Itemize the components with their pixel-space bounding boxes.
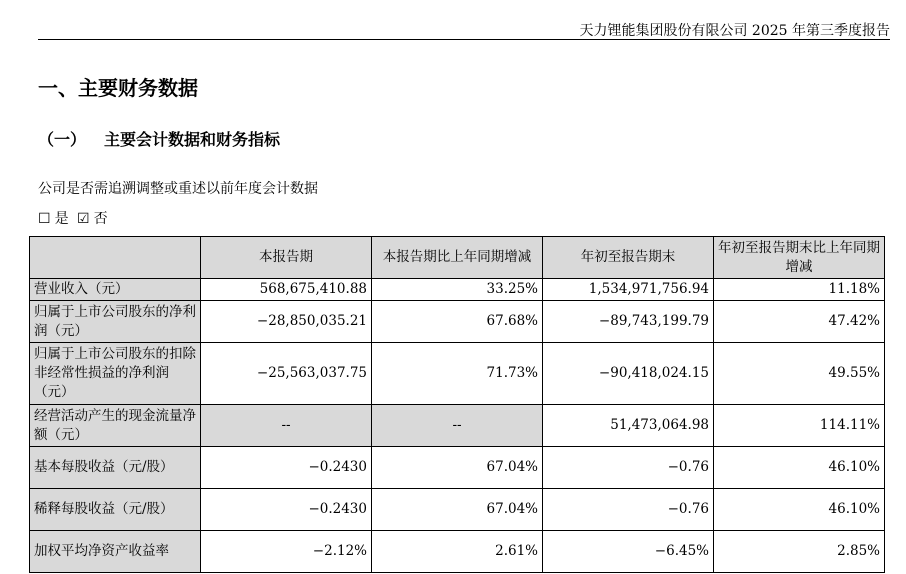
report-title: 天力锂能集团股份有限公司 2025 年第三季度报告 [579,23,890,39]
row-label: 归属于上市公司股东的扣除非经常性损益的净利润（元） [30,343,201,405]
table-cell: −0.2430 [201,447,372,489]
subsection-number: （一） [38,130,87,149]
table-row [30,489,885,531]
row-label: 营业收入（元） [30,279,201,301]
row-label: 稀释每股收益（元/股） [30,489,201,531]
table-cell: −0.2430 [201,489,372,531]
table-cell: −25,563,037.75 [201,343,372,405]
table-cell: −90,418,024.15 [543,343,714,405]
column-header: 本报告期 [201,237,372,279]
column-header: 年初至报告期末 [543,237,714,279]
table-cell: −89,743,199.79 [543,301,714,343]
section-title: 一、主要财务数据 [38,76,198,100]
yes-label: 是 [54,211,69,227]
restatement-answer [38,208,112,228]
no-label: 否 [93,211,108,227]
table-row [30,343,885,405]
table-cell: 67.68% [372,301,543,343]
row-label: 基本每股收益（元/股） [30,447,201,489]
subsection-heading [38,127,280,150]
table-header-row [30,237,885,279]
row-label: 归属于上市公司股东的净利润（元） [30,301,201,343]
table-cell: 51,473,064.98 [543,405,714,447]
table-cell: −0.76 [543,447,714,489]
table-cell: 33.25% [372,279,543,301]
table-cell: 46.10% [714,447,885,489]
row-label: 经营活动产生的现金流量净额（元） [30,405,201,447]
column-header [30,237,201,279]
table-cell: 568,675,410.88 [201,279,372,301]
page-header [38,10,890,40]
table-row [30,301,885,343]
column-header: 年初至报告期末比上年同期增减 [714,237,885,279]
table-row [30,279,885,301]
subsection-title: 主要会计数据和财务指标 [104,130,281,149]
table-cell: 46.10% [714,489,885,531]
table-cell: 1,534,971,756.94 [543,279,714,301]
restatement-question: 公司是否需追溯调整或重述以前年度会计数据 [38,181,318,197]
table-cell: 67.04% [372,447,543,489]
table-row [30,405,885,447]
table-cell: 49.55% [714,343,885,405]
table-cell: -- [372,405,543,447]
table-row [30,447,885,489]
table-cell: 11.18% [714,279,885,301]
table-cell: 47.42% [714,301,885,343]
checked-box-icon: ☑ [77,211,90,227]
table-cell: 71.73% [372,343,543,405]
column-header: 本报告期比上年同期增减 [372,237,543,279]
table-cell: −0.76 [543,489,714,531]
unchecked-box-icon: ☐ [38,211,51,227]
table-row [30,531,885,573]
table-cell: −6.45% [543,531,714,573]
table-cell: -- [201,405,372,447]
row-label: 加权平均净资产收益率 [30,531,201,573]
table-cell: −28,850,035.21 [201,301,372,343]
table-cell: −2.12% [201,531,372,573]
table-cell: 2.85% [714,531,885,573]
table-cell: 67.04% [372,489,543,531]
table-cell: 2.61% [372,531,543,573]
table-cell: 114.11% [714,405,885,447]
financial-data-table [29,236,885,573]
